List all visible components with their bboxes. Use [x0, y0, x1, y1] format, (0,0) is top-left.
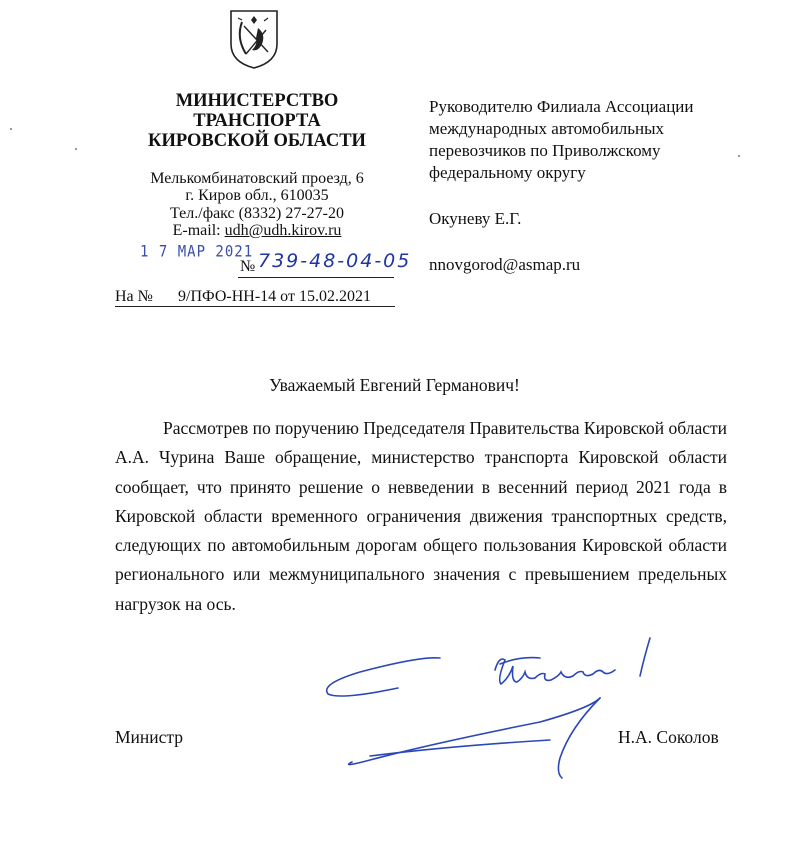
salutation: Уважаемый Евгений Германович! [269, 375, 520, 395]
outgoing-number-value: 739-48-04-05 [258, 250, 412, 272]
email-link[interactable]: udh@udh.kirov.ru [224, 222, 342, 239]
body-paragraph: Рассмотрев по поручению Председателя Правительства Кировской области А.А. Чурина Ваше обращение, министерство транспорта Кировской области сообщает, что принято решение о невведении в весенний период 2021 года в Кировской области временного ограничения движения транспортных средств, следующих по автомобильным дорогам общего пользования Кировской области регионального или межмуниципального значения с превышением предельных нагрузок на ось. [115, 418, 727, 614]
scan-speck [10, 128, 12, 130]
address-email-row [112, 222, 402, 239]
recipient-line3: перевозчиков по Приволжскому [429, 141, 661, 160]
reply-to-value: 9/ПФО-НН-14 от 15.02.2021 [178, 288, 371, 305]
reply-underline [115, 306, 395, 307]
number-underline [238, 277, 394, 278]
recipient-line4: федеральному округу [429, 163, 586, 182]
address-street: Мелькомбинатовский проезд, 6 [150, 170, 364, 187]
recipient-line1: Руководителю Филиала Ассоциации [429, 97, 694, 116]
recipient-email: nnovgorod@asmap.ru [429, 255, 581, 274]
stamp-date: 1 7 МАР 2021 [140, 242, 254, 262]
coat-of-arms-icon [228, 8, 280, 70]
ministry-name-line3: КИРОВСКОЙ ОБЛАСТИ [148, 131, 366, 151]
reply-to-label: На № [115, 288, 153, 305]
address-city: г. Киров обл., 610035 [185, 187, 329, 204]
signatory-name: Н.А. Соколов [618, 727, 719, 747]
letter-body [115, 414, 727, 619]
scan-speck [75, 148, 77, 150]
address-phone: Тел./факс (8332) 27-27-20 [170, 205, 344, 222]
recipient-line2: международных автомобильных [429, 119, 665, 138]
email-label: E-mail: [172, 222, 225, 239]
ministry-name-line2: ТРАНСПОРТА [193, 111, 321, 131]
scan-speck [738, 155, 740, 157]
signatory-role: Министр [115, 727, 184, 747]
ministry-name-line1: МИНИСТЕРСТВО [175, 91, 339, 111]
outgoing-number-label: № [240, 258, 256, 275]
recipient-name: Окуневу Е.Г. [429, 209, 522, 228]
handwritten-signature-icon [300, 628, 720, 798]
